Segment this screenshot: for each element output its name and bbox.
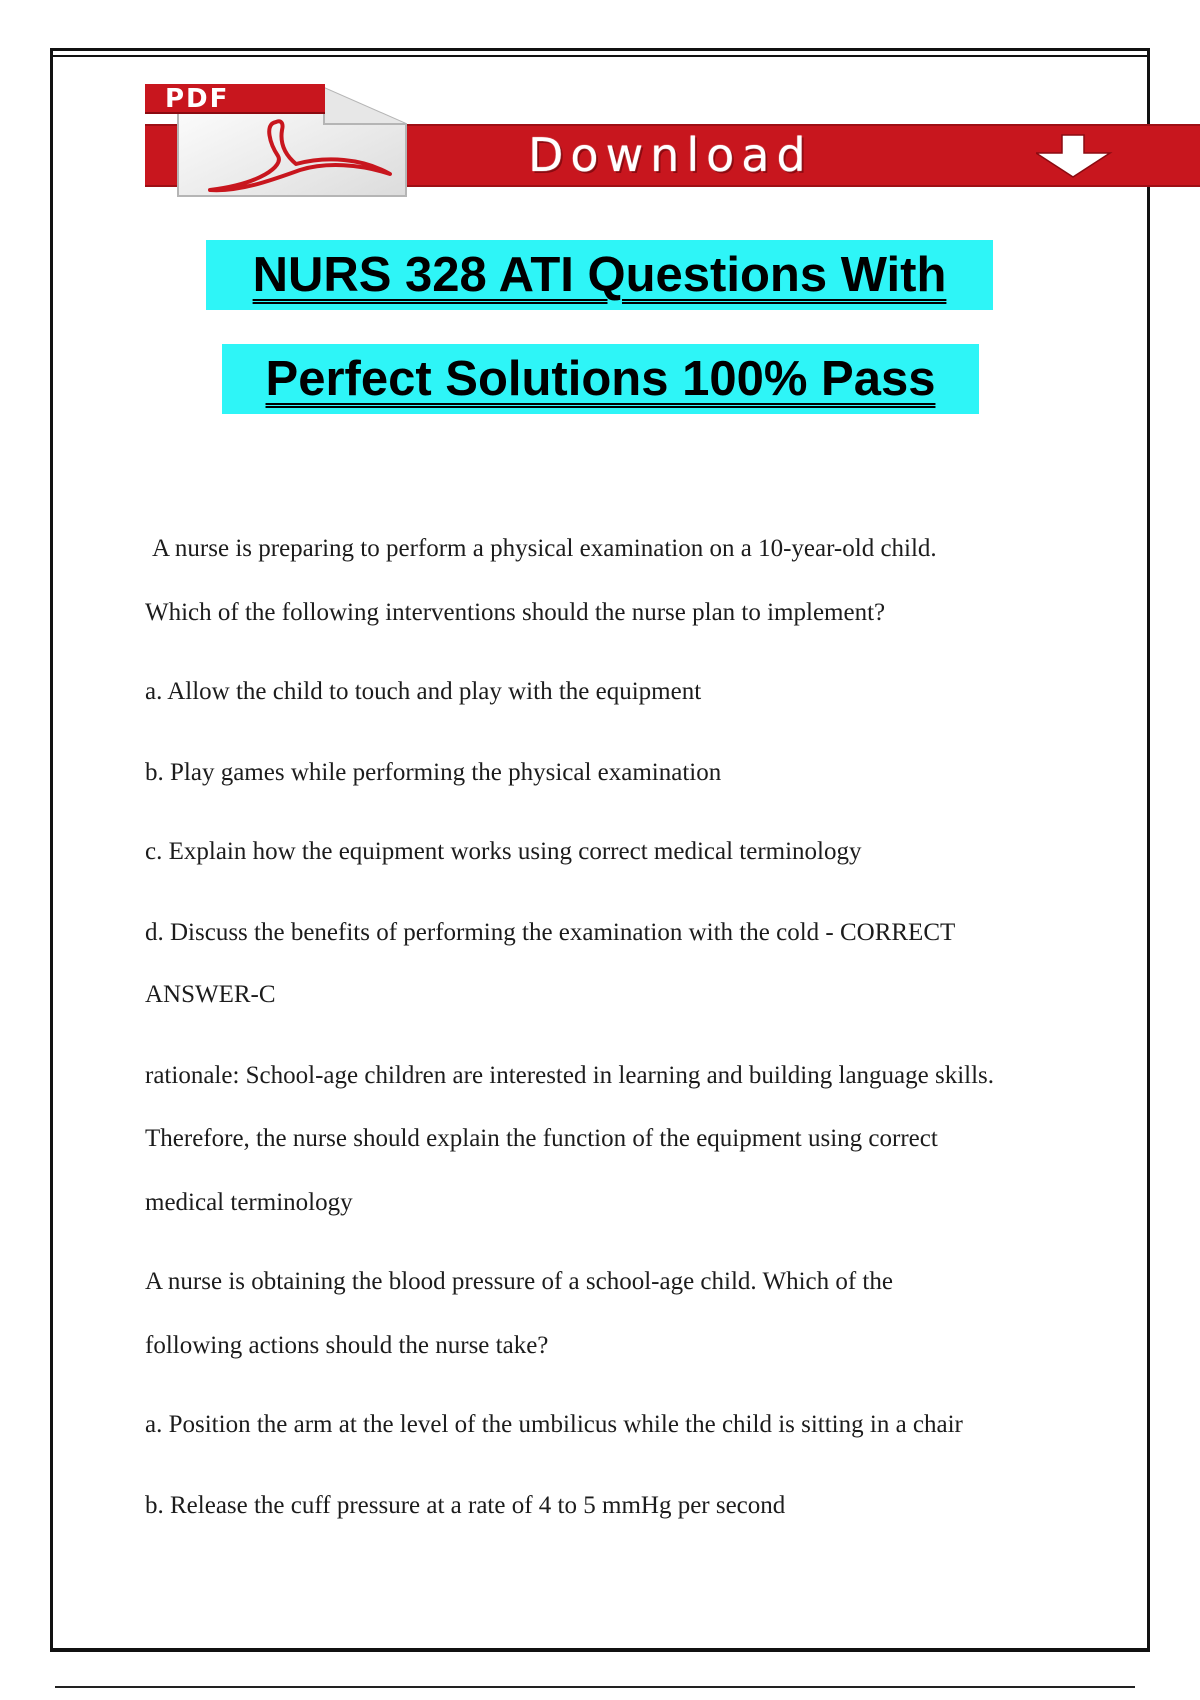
question-1-option-b: b. Play games while performing the physical examination [145, 759, 722, 786]
question-2-stem-line-2: following actions should the nurse take? [145, 1332, 549, 1359]
question-1-stem-line-2: Which of the following interventions should the nurse plan to implement? [145, 599, 886, 626]
question-1-option-c: c. Explain how the equipment works using correct medical terminology [145, 838, 862, 865]
page-border-top-rule [50, 55, 1150, 57]
rationale-line-3: medical terminology [145, 1189, 353, 1216]
acrobat-logo-icon [200, 118, 400, 198]
question-1-option-a: a. Allow the child to touch and play with the equipment [145, 678, 702, 705]
download-label[interactable]: Download [528, 128, 813, 182]
question-2-stem-line-1: A nurse is obtaining the blood pressure of a school-age child. Which of the [145, 1268, 893, 1295]
rationale-line-1: rationale: School-age children are interested in learning and building language skills. [145, 1062, 995, 1089]
question-2-option-a: a. Position the arm at the level of the umbilicus while the child is sitting in a chair [145, 1411, 963, 1438]
download-arrow-icon[interactable] [1036, 133, 1116, 179]
footer-rule [55, 1686, 1135, 1688]
rationale-line-2: Therefore, the nurse should explain the function of the equipment using correct [145, 1125, 938, 1152]
question-1-stem-line-1: A nurse is preparing to perform a physical examination on a 10-year-old child. [152, 535, 937, 562]
question-1-option-d-line-2: ANSWER-C [145, 981, 276, 1008]
document-title-line-1: NURS 328 ATI Questions With [206, 240, 993, 310]
pdf-tag: PDF [145, 84, 325, 114]
question-1-option-d-line-1: d. Discuss the benefits of performing the examination with the cold - CORRECT [145, 919, 956, 946]
question-2-option-b: b. Release the cuff pressure at a rate of 4 to 5 mmHg per second [145, 1492, 786, 1519]
document-title-line-2: Perfect Solutions 100% Pass [222, 344, 979, 414]
